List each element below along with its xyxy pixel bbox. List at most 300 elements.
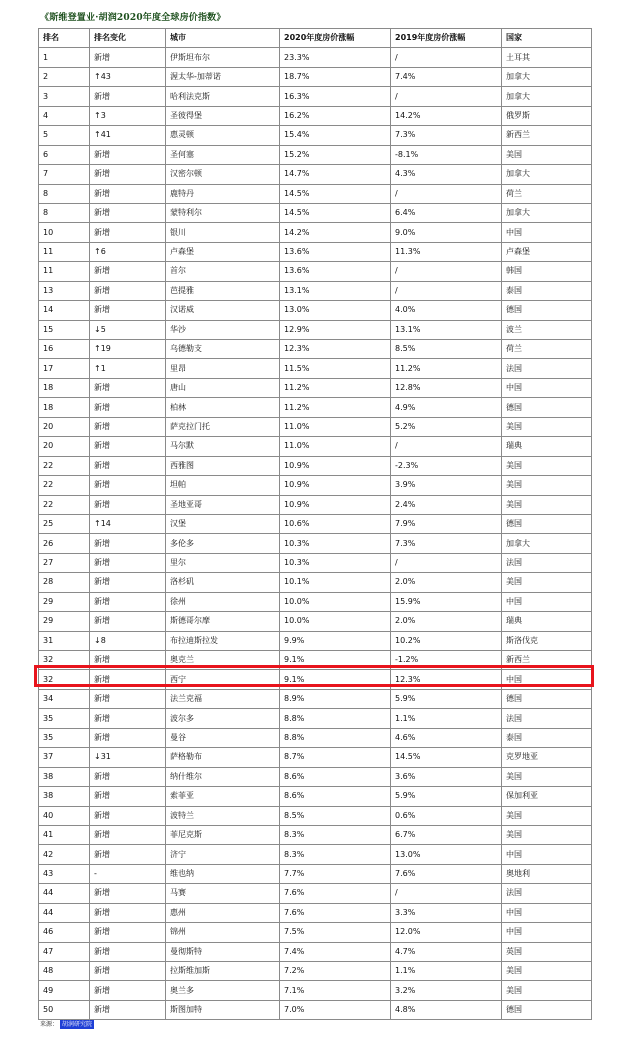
cell-city: 唐山 (166, 378, 280, 397)
cell-rank: 35 (39, 709, 90, 728)
cell-rank: 32 (39, 670, 90, 689)
cell-2019-change: 2.4% (391, 495, 502, 514)
cell-rank-change: 新增 (90, 767, 166, 786)
cell-rank-change: 新增 (90, 592, 166, 611)
cell-rank: 29 (39, 592, 90, 611)
cell-country: 加拿大 (502, 165, 592, 184)
cell-rank: 8 (39, 184, 90, 203)
cell-city: 斯德哥尔摩 (166, 612, 280, 631)
table-row (39, 398, 592, 417)
cell-country: 美国 (502, 495, 592, 514)
cell-city: 法兰克福 (166, 689, 280, 708)
table-row (39, 145, 592, 164)
cell-city: 银川 (166, 223, 280, 242)
header-rank: 排名 (39, 29, 90, 48)
cell-city: 波特兰 (166, 806, 280, 825)
cell-rank-change: 新增 (90, 903, 166, 922)
table-row (39, 1000, 592, 1019)
cell-rank: 5 (39, 126, 90, 145)
cell-2019-change: / (391, 553, 502, 572)
table-row (39, 417, 592, 436)
cell-city: 索菲亚 (166, 787, 280, 806)
cell-rank-change: 新增 (90, 612, 166, 631)
header-city: 城市 (166, 29, 280, 48)
cell-city: 奥兰多 (166, 981, 280, 1000)
cell-rank-change: 新增 (90, 728, 166, 747)
cell-rank: 38 (39, 767, 90, 786)
cell-rank: 2 (39, 67, 90, 86)
cell-city: 斯图加特 (166, 1000, 280, 1019)
cell-rank: 22 (39, 456, 90, 475)
cell-country: 奥地利 (502, 864, 592, 883)
table-row (39, 67, 592, 86)
table-title: 《斯维登置业·胡润2020年度全球房价指数》 (40, 13, 226, 23)
cell-country: 美国 (502, 981, 592, 1000)
header-country: 国家 (502, 29, 592, 48)
cell-rank: 17 (39, 359, 90, 378)
cell-2019-change: 11.2% (391, 359, 502, 378)
cell-rank: 3 (39, 87, 90, 106)
table-row (39, 495, 592, 514)
cell-rank-change: 新增 (90, 378, 166, 397)
cell-2019-change: 12.0% (391, 923, 502, 942)
source-note (40, 1019, 94, 1028)
table-row (39, 767, 592, 786)
cell-rank-change: ↑43 (90, 67, 166, 86)
cell-2020-change: 10.6% (280, 514, 391, 533)
cell-2019-change: 3.3% (391, 903, 502, 922)
cell-country: 中国 (502, 845, 592, 864)
cell-2020-change: 10.1% (280, 573, 391, 592)
cell-rank: 29 (39, 612, 90, 631)
cell-2020-change: 13.6% (280, 242, 391, 261)
cell-2019-change: 2.0% (391, 612, 502, 631)
cell-2020-change: 8.5% (280, 806, 391, 825)
cell-2020-change: 16.2% (280, 106, 391, 125)
cell-rank-change: ↓5 (90, 320, 166, 339)
cell-rank-change: 新增 (90, 709, 166, 728)
cell-country: 德国 (502, 1000, 592, 1019)
table-row (39, 514, 592, 533)
header-2020-change: 2020年度房价涨幅 (280, 29, 391, 48)
cell-city: 哈利法克斯 (166, 87, 280, 106)
cell-2020-change: 15.4% (280, 126, 391, 145)
cell-rank: 18 (39, 398, 90, 417)
cell-city: 鹿特丹 (166, 184, 280, 203)
table-row (39, 359, 592, 378)
table-row (39, 942, 592, 961)
cell-rank-change: ↑3 (90, 106, 166, 125)
table-row (39, 709, 592, 728)
cell-city: 马赛 (166, 884, 280, 903)
cell-city: 华沙 (166, 320, 280, 339)
cell-2019-change: 4.9% (391, 398, 502, 417)
cell-country: 美国 (502, 825, 592, 844)
cell-city: 锦州 (166, 923, 280, 942)
cell-country: 美国 (502, 476, 592, 495)
table-row (39, 923, 592, 942)
cell-rank-change: 新增 (90, 670, 166, 689)
cell-rank-change: 新增 (90, 884, 166, 903)
cell-2019-change: 15.9% (391, 592, 502, 611)
cell-2020-change: 7.2% (280, 962, 391, 981)
cell-country: 土耳其 (502, 48, 592, 67)
cell-city: 萨格勒布 (166, 748, 280, 767)
cell-city: 圣彼得堡 (166, 106, 280, 125)
cell-rank-change: ↓31 (90, 748, 166, 767)
cell-2020-change: 7.6% (280, 884, 391, 903)
cell-rank: 31 (39, 631, 90, 650)
cell-country: 美国 (502, 456, 592, 475)
cell-rank: 49 (39, 981, 90, 1000)
cell-city: 汉诺威 (166, 301, 280, 320)
cell-rank-change: 新增 (90, 825, 166, 844)
cell-rank-change: 新增 (90, 962, 166, 981)
cell-country: 新西兰 (502, 126, 592, 145)
cell-country: 德国 (502, 398, 592, 417)
cell-country: 美国 (502, 145, 592, 164)
cell-city: 汉堡 (166, 514, 280, 533)
cell-city: 纳什维尔 (166, 767, 280, 786)
cell-2019-change: 4.7% (391, 942, 502, 961)
cell-country: 美国 (502, 806, 592, 825)
cell-2020-change: 11.0% (280, 417, 391, 436)
table-row (39, 126, 592, 145)
cell-2019-change: 7.4% (391, 67, 502, 86)
table-row (39, 981, 592, 1000)
cell-rank: 28 (39, 573, 90, 592)
cell-country: 美国 (502, 573, 592, 592)
table-row (39, 787, 592, 806)
cell-city: 洛杉矶 (166, 573, 280, 592)
cell-country: 加拿大 (502, 203, 592, 222)
cell-2020-change: 15.2% (280, 145, 391, 164)
cell-city: 坦帕 (166, 476, 280, 495)
cell-rank-change: 新增 (90, 651, 166, 670)
table-row (39, 378, 592, 397)
cell-rank-change: 新增 (90, 923, 166, 942)
cell-2019-change: / (391, 437, 502, 456)
cell-2020-change: 10.3% (280, 553, 391, 572)
cell-city: 波尔多 (166, 709, 280, 728)
cell-rank: 50 (39, 1000, 90, 1019)
cell-2020-change: 10.9% (280, 476, 391, 495)
table-row (39, 825, 592, 844)
cell-city: 柏林 (166, 398, 280, 417)
cell-country: 中国 (502, 903, 592, 922)
cell-2019-change: 11.3% (391, 242, 502, 261)
cell-rank-change: 新增 (90, 573, 166, 592)
cell-2020-change: 8.9% (280, 689, 391, 708)
cell-city: 圣地亚哥 (166, 495, 280, 514)
cell-2019-change: -2.3% (391, 456, 502, 475)
cell-city: 奥克兰 (166, 651, 280, 670)
cell-2020-change: 16.3% (280, 87, 391, 106)
cell-2019-change: 7.3% (391, 126, 502, 145)
cell-city: 西宁 (166, 670, 280, 689)
cell-rank: 20 (39, 417, 90, 436)
cell-country: 中国 (502, 670, 592, 689)
table-row (39, 670, 592, 689)
cell-city: 卢森堡 (166, 242, 280, 261)
cell-2019-change: 2.0% (391, 573, 502, 592)
cell-2019-change: 0.6% (391, 806, 502, 825)
cell-rank: 10 (39, 223, 90, 242)
table-row (39, 184, 592, 203)
cell-2019-change: / (391, 281, 502, 300)
cell-2020-change: 9.9% (280, 631, 391, 650)
cell-country: 斯洛伐克 (502, 631, 592, 650)
cell-country: 中国 (502, 223, 592, 242)
cell-2020-change: 11.2% (280, 398, 391, 417)
cell-rank-change: ↑6 (90, 242, 166, 261)
cell-2019-change: 1.1% (391, 709, 502, 728)
cell-country: 法国 (502, 359, 592, 378)
cell-rank-change: 新增 (90, 1000, 166, 1019)
table-row (39, 592, 592, 611)
cell-rank: 15 (39, 320, 90, 339)
cell-country: 卢森堡 (502, 242, 592, 261)
cell-rank-change: 新增 (90, 203, 166, 222)
cell-country: 加拿大 (502, 534, 592, 553)
source-tag[interactable]: 胡润研究院 (62, 1021, 93, 1028)
cell-2019-change: 1.1% (391, 962, 502, 981)
table-row (39, 962, 592, 981)
cell-rank-change: 新增 (90, 145, 166, 164)
cell-rank: 40 (39, 806, 90, 825)
cell-rank: 1 (39, 48, 90, 67)
cell-rank: 14 (39, 301, 90, 320)
cell-rank-change: 新增 (90, 534, 166, 553)
cell-rank-change: 新增 (90, 476, 166, 495)
cell-city: 汉密尔顿 (166, 165, 280, 184)
house-price-index-table (38, 28, 592, 1020)
cell-country: 俄罗斯 (502, 106, 592, 125)
cell-city: 惠灵顿 (166, 126, 280, 145)
cell-country: 德国 (502, 514, 592, 533)
table-row (39, 884, 592, 903)
table-row (39, 203, 592, 222)
cell-2020-change: 10.9% (280, 495, 391, 514)
table-row (39, 903, 592, 922)
cell-2020-change: 14.2% (280, 223, 391, 242)
cell-rank: 44 (39, 903, 90, 922)
table-row (39, 573, 592, 592)
table-row (39, 631, 592, 650)
cell-city: 菲尼克斯 (166, 825, 280, 844)
cell-city: 曼彻斯特 (166, 942, 280, 961)
cell-city: 芭提雅 (166, 281, 280, 300)
cell-country: 美国 (502, 767, 592, 786)
cell-country: 新西兰 (502, 651, 592, 670)
table-row (39, 806, 592, 825)
cell-country: 法国 (502, 884, 592, 903)
cell-country: 美国 (502, 962, 592, 981)
cell-rank: 34 (39, 689, 90, 708)
cell-country: 加拿大 (502, 67, 592, 86)
cell-city: 维也纳 (166, 864, 280, 883)
cell-city: 蒙特利尔 (166, 203, 280, 222)
cell-city: 济宁 (166, 845, 280, 864)
cell-rank: 46 (39, 923, 90, 942)
cell-2019-change: 3.2% (391, 981, 502, 1000)
cell-rank: 42 (39, 845, 90, 864)
cell-country: 法国 (502, 553, 592, 572)
cell-2019-change: 6.4% (391, 203, 502, 222)
cell-rank-change: 新增 (90, 165, 166, 184)
cell-2019-change: 13.1% (391, 320, 502, 339)
cell-2020-change: 13.1% (280, 281, 391, 300)
cell-country: 泰国 (502, 728, 592, 747)
cell-rank-change: 新增 (90, 787, 166, 806)
cell-2020-change: 10.0% (280, 592, 391, 611)
cell-rank-change: 新增 (90, 553, 166, 572)
cell-2020-change: 10.0% (280, 612, 391, 631)
table-row (39, 728, 592, 747)
table-row (39, 864, 592, 883)
cell-rank-change: 新增 (90, 48, 166, 67)
cell-2019-change: 14.2% (391, 106, 502, 125)
cell-2020-change: 23.3% (280, 48, 391, 67)
cell-rank: 47 (39, 942, 90, 961)
cell-2019-change: 7.6% (391, 864, 502, 883)
cell-city: 萨克拉门托 (166, 417, 280, 436)
cell-city: 里尔 (166, 553, 280, 572)
cell-rank: 18 (39, 378, 90, 397)
cell-2019-change: 7.3% (391, 534, 502, 553)
cell-country: 美国 (502, 417, 592, 436)
cell-2019-change: / (391, 48, 502, 67)
cell-2019-change: 5.2% (391, 417, 502, 436)
cell-2020-change: 9.1% (280, 651, 391, 670)
header-2019-change: 2019年度房价涨幅 (391, 29, 502, 48)
cell-2019-change: 4.0% (391, 301, 502, 320)
cell-rank-change: 新增 (90, 281, 166, 300)
cell-2020-change: 11.0% (280, 437, 391, 456)
table-header-row (39, 29, 592, 48)
cell-rank-change: 新增 (90, 845, 166, 864)
cell-rank: 25 (39, 514, 90, 533)
table-row (39, 845, 592, 864)
cell-rank: 38 (39, 787, 90, 806)
cell-2020-change: 7.6% (280, 903, 391, 922)
cell-2019-change: 5.9% (391, 689, 502, 708)
cell-2020-change: 7.5% (280, 923, 391, 942)
cell-city: 曼谷 (166, 728, 280, 747)
cell-2020-change: 8.6% (280, 787, 391, 806)
cell-2020-change: 10.9% (280, 456, 391, 475)
cell-rank: 48 (39, 962, 90, 981)
cell-rank-change: 新增 (90, 223, 166, 242)
cell-rank-change: 新增 (90, 689, 166, 708)
cell-country: 韩国 (502, 262, 592, 281)
cell-2020-change: 8.8% (280, 728, 391, 747)
cell-country: 英国 (502, 942, 592, 961)
cell-2020-change: 7.0% (280, 1000, 391, 1019)
cell-2019-change: / (391, 87, 502, 106)
cell-city: 拉斯维加斯 (166, 962, 280, 981)
cell-rank: 26 (39, 534, 90, 553)
cell-rank: 27 (39, 553, 90, 572)
cell-city: 多伦多 (166, 534, 280, 553)
cell-rank: 11 (39, 242, 90, 261)
cell-2020-change: 12.9% (280, 320, 391, 339)
table-row (39, 437, 592, 456)
cell-2020-change: 18.7% (280, 67, 391, 86)
table-row (39, 553, 592, 572)
cell-2020-change: 14.5% (280, 203, 391, 222)
table-row (39, 320, 592, 339)
table-row (39, 651, 592, 670)
cell-rank-change: ↑19 (90, 340, 166, 359)
cell-city: 乌德勒支 (166, 340, 280, 359)
cell-country: 瑞典 (502, 437, 592, 456)
cell-rank-change: 新增 (90, 981, 166, 1000)
cell-rank: 13 (39, 281, 90, 300)
table-row (39, 456, 592, 475)
table-row (39, 748, 592, 767)
table-row (39, 612, 592, 631)
cell-2019-change: 4.8% (391, 1000, 502, 1019)
cell-city: 马尔默 (166, 437, 280, 456)
cell-2020-change: 11.2% (280, 378, 391, 397)
cell-2020-change: 7.4% (280, 942, 391, 961)
cell-country: 德国 (502, 689, 592, 708)
cell-rank: 32 (39, 651, 90, 670)
cell-rank-change: 新增 (90, 495, 166, 514)
cell-2020-change: 13.0% (280, 301, 391, 320)
cell-rank: 16 (39, 340, 90, 359)
cell-2019-change: 4.6% (391, 728, 502, 747)
table-row (39, 301, 592, 320)
cell-country: 中国 (502, 923, 592, 942)
cell-rank: 22 (39, 476, 90, 495)
cell-2020-change: 8.6% (280, 767, 391, 786)
cell-2019-change: 13.0% (391, 845, 502, 864)
cell-country: 中国 (502, 378, 592, 397)
table-row (39, 281, 592, 300)
cell-2019-change: 5.9% (391, 787, 502, 806)
cell-2020-change: 9.1% (280, 670, 391, 689)
cell-rank-change: 新增 (90, 262, 166, 281)
cell-country: 克罗地亚 (502, 748, 592, 767)
cell-2019-change: 12.3% (391, 670, 502, 689)
cell-2020-change: 10.3% (280, 534, 391, 553)
cell-city: 惠州 (166, 903, 280, 922)
cell-2019-change: / (391, 262, 502, 281)
cell-2020-change: 13.6% (280, 262, 391, 281)
cell-rank-change: 新增 (90, 184, 166, 203)
cell-rank-change: 新增 (90, 942, 166, 961)
cell-2020-change: 8.8% (280, 709, 391, 728)
cell-rank-change: 新增 (90, 417, 166, 436)
cell-2019-change: -1.2% (391, 651, 502, 670)
cell-country: 法国 (502, 709, 592, 728)
cell-city: 渥太华-加蒂诺 (166, 67, 280, 86)
cell-2019-change: 3.6% (391, 767, 502, 786)
cell-2020-change: 7.1% (280, 981, 391, 1000)
cell-2019-change: -8.1% (391, 145, 502, 164)
cell-rank: 43 (39, 864, 90, 883)
cell-country: 德国 (502, 301, 592, 320)
cell-2020-change: 7.7% (280, 864, 391, 883)
cell-country: 荷兰 (502, 184, 592, 203)
table-row (39, 476, 592, 495)
table-row (39, 340, 592, 359)
table-row (39, 534, 592, 553)
cell-2020-change: 14.7% (280, 165, 391, 184)
cell-country: 荷兰 (502, 340, 592, 359)
